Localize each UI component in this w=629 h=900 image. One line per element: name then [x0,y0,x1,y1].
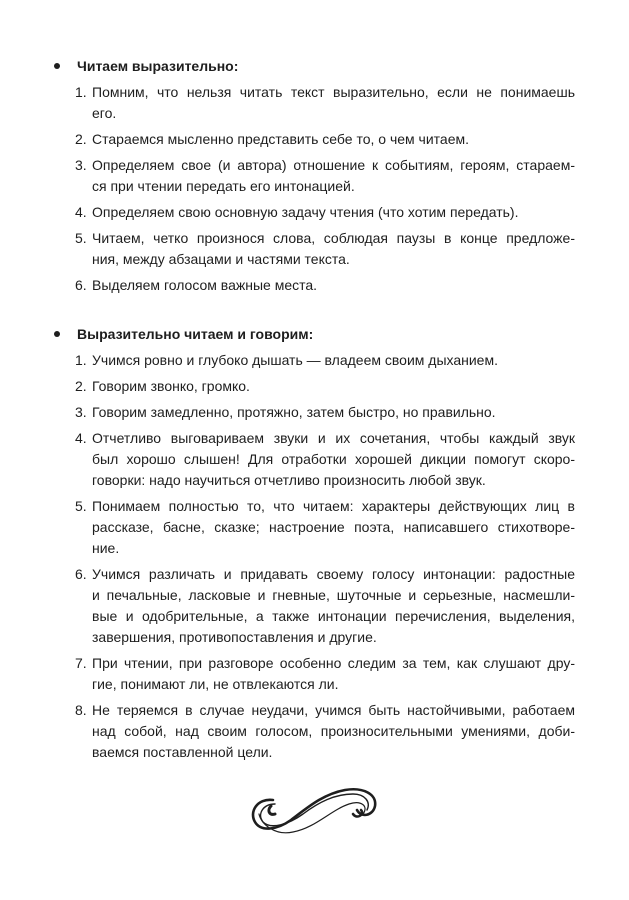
list-item [50,402,580,423]
list-item [50,129,580,150]
item-text-line: Говорим звонко, громко. [92,378,250,394]
list-item [50,82,580,124]
item-text-line: Помним, что нельзя читать текст выразительно, если не понимаешь [92,84,575,100]
item-number: 1. [75,352,87,368]
item-text-line: завершения, противопоставления и другие. [92,629,377,645]
list-item [50,228,580,270]
item-number: 2. [75,378,87,394]
item-number: 1. [75,84,87,100]
item-number: 3. [75,404,87,420]
item-text-line: Говорим замедленно, протяжно, затем быстро, но правильно. [92,404,496,420]
list-item [50,496,580,559]
section-title: Выразительно читаем и говорим: [77,326,314,342]
list-item [50,275,580,296]
item-text-line: вые и одобрительные, а также интонации перечисления, выделения, [92,608,575,624]
item-text-line: Выделяем голосом важные места. [92,277,318,293]
section-heading [50,323,580,345]
bullet-icon [54,63,60,69]
list-item [50,428,580,491]
item-text-line: его. [92,105,117,121]
item-text-line: ваемся поставленной цели. [92,744,273,760]
item-text-line: При чтении, при разговоре особенно следим за тем, как слушают дру- [92,655,575,671]
list-item [50,653,580,695]
item-text-line: Учимся различать и придавать своему голосу интонации: радостные [92,566,575,582]
item-text-line: Не теряемся в случае неудачи, учимся быть настойчивыми, работаем [92,702,575,718]
item-text-line: гие, понимают ли, не отвлекаются ли. [92,676,339,692]
list-item [50,564,580,648]
list-item [50,700,580,763]
item-text-line: над собой, над своим голосом, произносительными умениями, доби- [92,723,575,739]
section-heading [50,55,580,77]
item-text-line: ся при чтении передать его интонацией. [92,178,355,194]
item-text-line: ния, между абзацами и частями текста. [92,251,350,267]
item-number: 5. [75,498,87,514]
item-text-line: и печальные, ласковые и гневные, шуточные и серьезные, насмешли- [92,587,575,603]
item-text-line: Читаем, четко произнося слова, соблюдая паузы в конце предложе- [92,230,575,246]
item-number: 3. [75,157,87,173]
list-item [50,155,580,197]
item-number: 8. [75,702,87,718]
item-number: 7. [75,655,87,671]
list-item [50,202,580,223]
item-text-line: ние. [92,540,120,556]
item-number: 5. [75,230,87,246]
item-text-line: Определяем свое (и автора) отношение к событиям, героям, стараем- [92,157,575,173]
item-number: 4. [75,204,87,220]
item-number: 6. [75,566,87,582]
item-number: 4. [75,430,87,446]
item-text-line: говорки: надо научиться отчетливо произносить любой звук. [92,472,486,488]
flourish-ornament-icon [245,780,385,840]
item-text-line: Учимся ровно и глубоко дышать — владеем своим дыханием. [92,352,498,368]
item-text-line: Определяем свою основную задачу чтения (что хотим передать). [92,204,519,220]
section-title: Читаем выразительно: [77,58,239,74]
bullet-icon [54,331,60,337]
list-item [50,350,580,371]
item-text-line: Стараемся мысленно представить себе то, о чем читаем. [92,131,470,147]
item-text-line: был хорошо слышен! Для отработки хорошей дикции помогут скоро- [92,451,575,467]
item-text-line: Понимаем полностью то, что читаем: характеры действующих лиц в [92,498,575,514]
item-number: 6. [75,277,87,293]
section-expressive-reading [50,55,580,296]
item-text-line: рассказе, басне, сказке; настроение поэта, написавшего стихотворе- [92,519,575,535]
section-expressive-reading-speaking [50,323,580,763]
item-text-line: Отчетливо выговариваем звуки и их сочетания, чтобы каждый звук [92,430,575,446]
item-number: 2. [75,131,87,147]
list-item [50,376,580,397]
